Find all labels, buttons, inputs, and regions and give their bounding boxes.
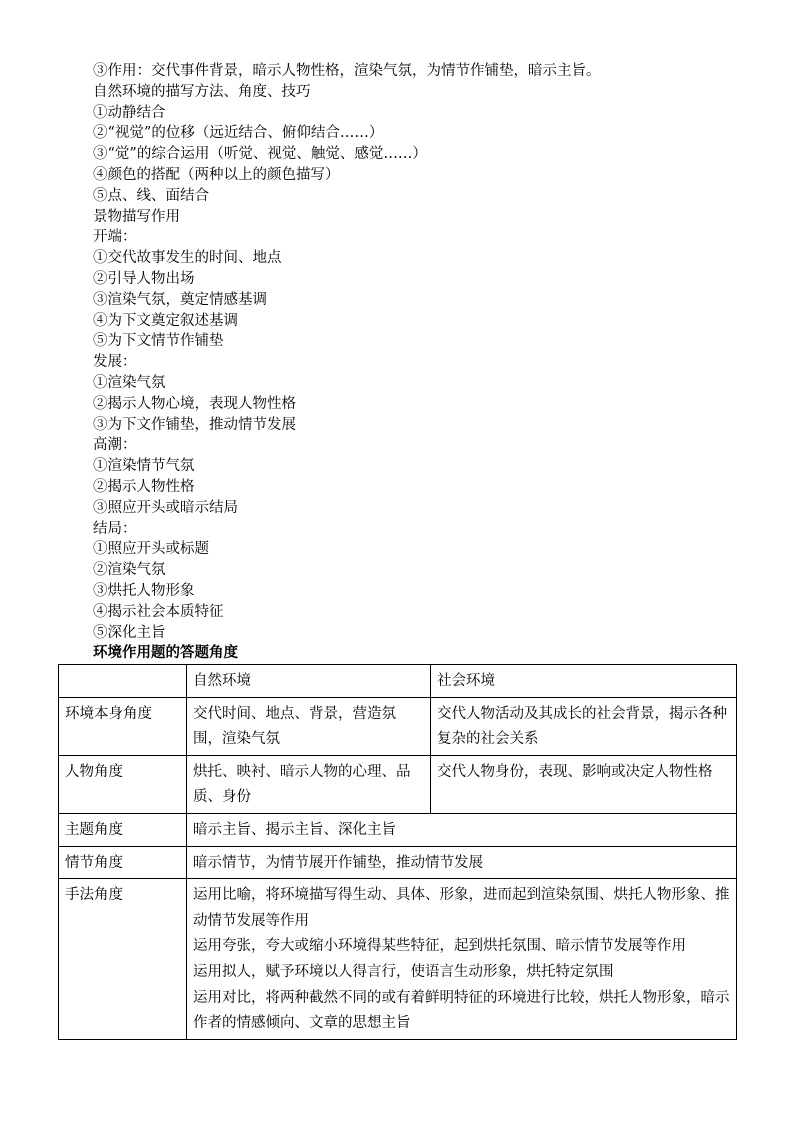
technique-paragraph: 运用比喻，将环境描写得生动、具体、形象，进而起到渲染氛围、烘托人物形象、推动情节发展等作用 xyxy=(193,887,730,929)
text-line: ⑤点、线、面结合 xyxy=(93,187,209,204)
header-cell-natural: 自然环境 xyxy=(187,665,431,698)
natural-cell: 交代时间、地点、背景，营造氛围，渲染气氛 xyxy=(187,697,431,755)
natural-cell: 烘托、映衬、暗示人物的心理、品质、身份 xyxy=(187,755,431,813)
environment-answer-table xyxy=(58,664,737,1040)
text-line: ①动静结合 xyxy=(93,104,166,121)
row-label: 主题角度 xyxy=(59,813,187,846)
text-line: ③作用：交代事件背景，暗示人物性格，渲染气氛，为情节作铺垫，暗示主旨。 xyxy=(93,63,601,79)
text-line: ③渲染气氛，奠定情感基调 xyxy=(93,291,267,308)
text-line: ②渲染气氛 xyxy=(93,562,166,579)
header-cell-empty xyxy=(59,665,187,698)
text-line: ⑤为下文情节作铺垫 xyxy=(93,333,224,350)
merged-cell: 暗示主旨、揭示主旨、深化主旨 xyxy=(187,813,737,846)
subsection-heading: 高潮： xyxy=(93,437,137,454)
table-row xyxy=(59,755,737,813)
technique-paragraph: 运用夸张，夸大或缩小环境得某些特征，起到烘托氛围、暗示情节发展等作用 xyxy=(193,938,686,955)
table-title: 环境作用题的答题角度 xyxy=(93,644,238,662)
text-line: ②“视觉”的位移（远近结合、俯仰结合……） xyxy=(93,125,384,142)
merged-cell xyxy=(187,879,737,1040)
social-cell: 交代人物活动及其成长的社会背景，揭示各种复杂的社会关系 xyxy=(431,697,737,755)
table-header-row xyxy=(59,665,737,698)
text-line: ④为下文奠定叙述基调 xyxy=(93,312,238,329)
subsection-heading: 开端： xyxy=(93,229,137,246)
technique-paragraph: 运用拟人，赋予环境以人得言行，使语言生动形象，烘托特定氛围 xyxy=(193,963,614,980)
subsection-heading: 结局： xyxy=(93,520,137,537)
text-line: ①渲染情节气氛 xyxy=(93,458,195,475)
text-line: ④颜色的搭配（两种以上的颜色描写） xyxy=(93,166,340,183)
row-label: 人物角度 xyxy=(59,755,187,813)
technique-paragraph: 运用对比，将两种截然不同的或有着鲜明特征的环境进行比较，烘托人物形象，暗示作者的情感倾向、文章的思想主旨 xyxy=(193,989,730,1032)
text-line: ⑤深化主旨 xyxy=(93,624,166,641)
table-row xyxy=(59,846,737,879)
text-line: ②引导人物出场 xyxy=(93,270,195,287)
text-line: ②揭示人物心境，表现人物性格 xyxy=(93,395,296,412)
merged-cell: 暗示情节，为情节展开作铺垫，推动情节发展 xyxy=(187,846,737,879)
section-heading: 自然环境的描写方法、角度、技巧 xyxy=(93,83,311,100)
row-label: 环境本身角度 xyxy=(59,697,187,755)
document-body xyxy=(93,61,743,664)
table-row xyxy=(59,697,737,755)
section-heading: 景物描写作用 xyxy=(93,208,180,225)
text-line: ①渲染气氛 xyxy=(93,374,166,391)
header-cell-social: 社会环境 xyxy=(431,665,737,698)
text-line: ④揭示社会本质特征 xyxy=(93,603,224,620)
text-line: ③“觉”的综合运用（听觉、视觉、触觉、感觉……） xyxy=(93,146,427,163)
text-line: ①照应开头或标题 xyxy=(93,541,209,558)
row-label: 情节角度 xyxy=(59,846,187,879)
text-line: ③烘托人物形象 xyxy=(93,582,195,599)
text-line: ①交代故事发生的时间、地点 xyxy=(93,250,282,267)
text-line: ②揭示人物性格 xyxy=(93,478,195,495)
text-line: ③为下文作铺垫，推动情节发展 xyxy=(93,416,296,433)
subsection-heading: 发展： xyxy=(93,354,137,371)
table-row xyxy=(59,879,737,1040)
social-cell: 交代人物身份，表现、影响或决定人物性格 xyxy=(431,755,737,813)
text-line: ③照应开头或暗示结局 xyxy=(93,499,238,516)
table-row xyxy=(59,813,737,846)
row-label: 手法角度 xyxy=(59,879,187,1040)
